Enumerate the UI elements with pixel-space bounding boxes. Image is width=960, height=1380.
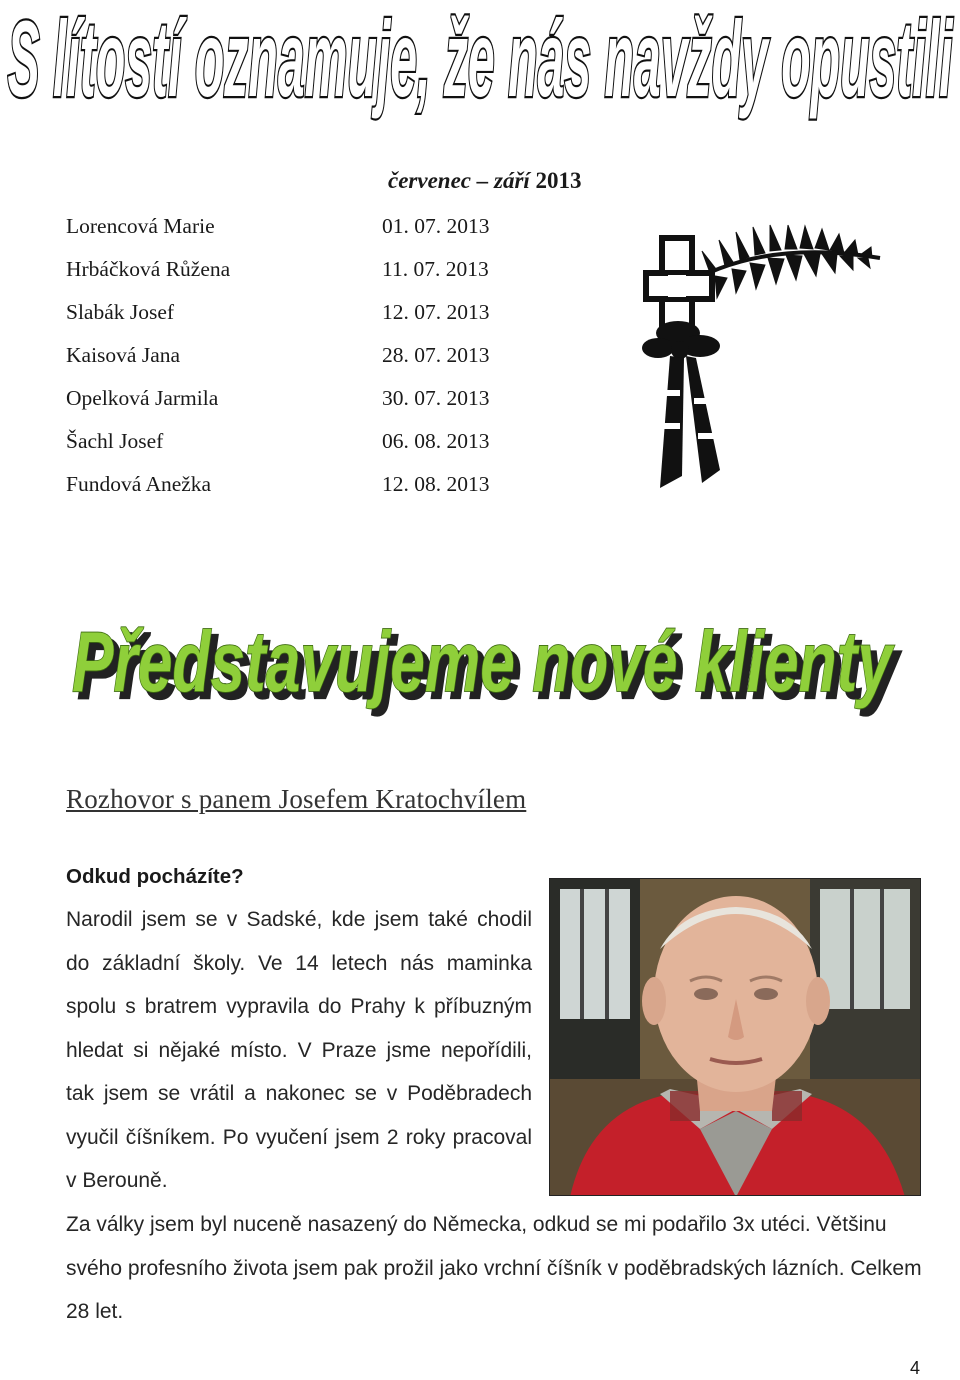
page-number: 4 [910,1358,921,1378]
list-item [66,380,566,423]
section-title-shadow: Představujeme nové klienty [77,621,901,717]
death-date: 06. 08. 2013 [382,429,490,453]
interview-title: Rozhovor s panem Josefem Kratochvílem [66,784,527,814]
death-date: 30. 07. 2013 [382,386,490,410]
period-months: červenec – září [388,168,530,193]
interview-answer-part1: Narodil jsem se v Sadské, kde jsem také chodil do základní školy. Ve 14 letech nás maminka spolu s bratrem vypravila do Prahy k příbuzným hledat si nějaké místo. V Praze jsme nepořídili, tak jsem se vrátil a nakonec se v Poděbradech vyučil číšníkem. Po vyučení jsem 2 roky pracoval v Berouně. [66,908,532,1192]
section-title-new-clients [64,592,904,722]
list-item [66,294,566,337]
deceased-name: Kaisová Jana [66,343,181,367]
period-heading [388,168,582,194]
death-date: 11. 07. 2013 [382,257,489,281]
list-item [66,337,566,380]
interview-answer-part2: Za války jsem byl nuceně nasazený do Německa, odkud se mi podařilo 3x utéci. Většinu svého profesního života jsem pak prožil jako vrchní číšník v poděbradských lázních. Celkem 28 let. [66,1213,922,1323]
death-date: 12. 07. 2013 [382,300,490,324]
deceased-name: Fundová Anežka [66,472,212,496]
list-item [66,423,566,466]
deceased-name: Šachl Josef [66,429,164,453]
list-item [66,208,566,251]
section-title: Představujeme nové klienty [71,614,895,710]
deceased-name: Slabák Josef [66,300,175,324]
death-date: 12. 08. 2013 [382,472,490,496]
deceased-name: Lorencová Marie [66,214,215,238]
list-item [66,466,566,509]
deaths-list [66,208,566,509]
deceased-name: Hrbáčková Růžena [66,257,231,281]
banner-title-svg [0,0,960,140]
list-item [66,251,566,294]
section-title-svg [64,592,904,722]
interview-question: Odkud pocházíte? [66,865,244,888]
banner-title: S lítostí oznamuje, že nás navždy opustili [7,0,954,120]
death-date: 28. 07. 2013 [382,343,490,367]
period-year: 2013 [535,168,582,193]
deceased-name: Opelková Jarmila [66,386,219,410]
mourning-cross-icon [640,218,910,498]
portrait-photo [549,878,921,1196]
ribbon [642,321,720,488]
death-date: 01. 07. 2013 [382,214,490,238]
page-banner [0,0,960,140]
